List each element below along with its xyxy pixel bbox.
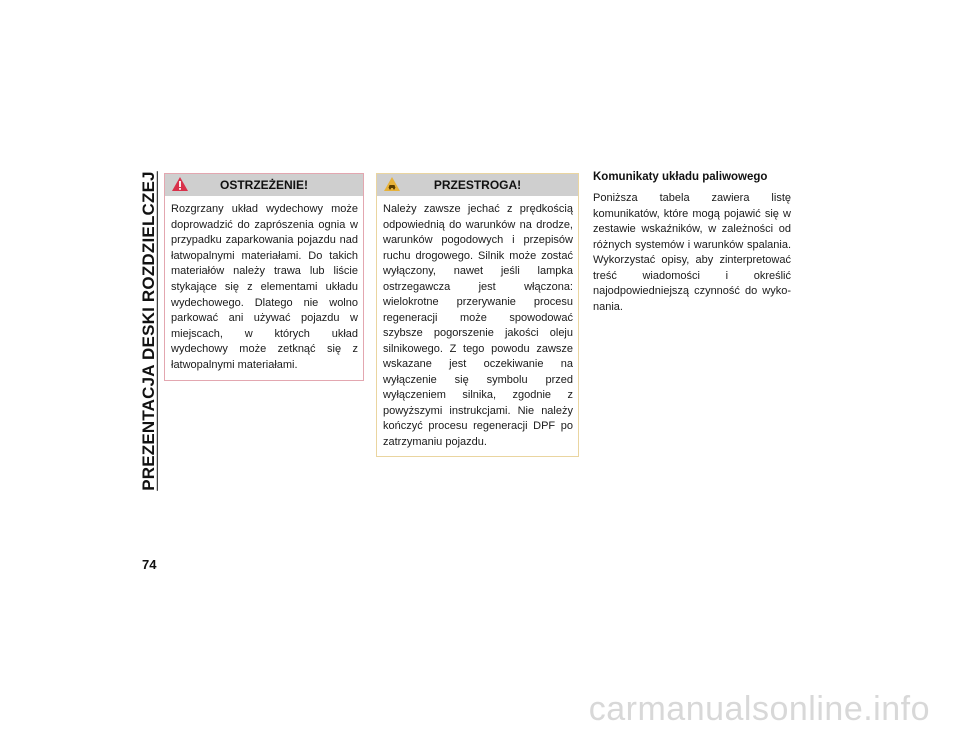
watermark: carmanualsonline.info	[588, 690, 930, 728]
caution-box-header	[377, 174, 578, 196]
section-heading: Komunikaty układu paliwowego	[593, 171, 768, 183]
warning-box	[164, 173, 364, 381]
caution-box-text: Należy zawsze jechać z prędkością odpowiednią do warunków na drodze, warunków pogodowych i przepisów ruchu drogowego. Silnik może zostać wyłączony, nawet jeśli lampka ostrzegawcza jest włączona: wielokrotne przerywanie procesu regeneracji może spowodować szybsze pogorszenie jakości oleju silnikowego. Z tego powodu zawsze wskazane jest oczekiwanie na wyłączenie się symbolu przed wyłączeniem silnika, zgodnie z powyższymi instrukcjami. Nie należy kończyć procesu regeneracji DPF po zatrzymaniu pojazdu.	[383, 203, 573, 448]
side-chapter-title	[132, 168, 166, 494]
page-number: 74	[142, 557, 157, 572]
caution-box	[376, 173, 579, 457]
side-chapter-title-text: PREZENTACJA DESKI ROZDZIELCZEJ	[139, 171, 158, 491]
warning-box-title: OSTRZEŻENIE!	[219, 178, 308, 192]
warning-triangle-icon	[171, 176, 189, 195]
caution-box-title: PRZESTROGA!	[433, 178, 522, 192]
warning-box-header	[165, 174, 363, 196]
section-paragraph: Poniższa tabela zawiera listę komunikatów, które mogą pojawić się w zestawie wskaźników, w zależności od różnych systemów i warunków spalania. Wykorzystać opisy, aby zinterpretować treść wiadomości i określić najodpowiedniejszą czynność do wykonania.	[593, 192, 791, 313]
warning-box-text: Rozgrzany układ wydechowy może doprowadzić do zaprószenia ognia w przypadku zaparkowania pojazdu nad łatwopalnymi materiałami. Do takich materiałów należy trawa lub liście stykające się z elementami układu wydechowego. Dlatego nie wolno parkować ani używać pojazdu w miejscach, w których układ wydechowy może zetknąć się z łatwopalnymi materiałami.	[171, 203, 358, 371]
caution-car-icon	[383, 176, 401, 195]
